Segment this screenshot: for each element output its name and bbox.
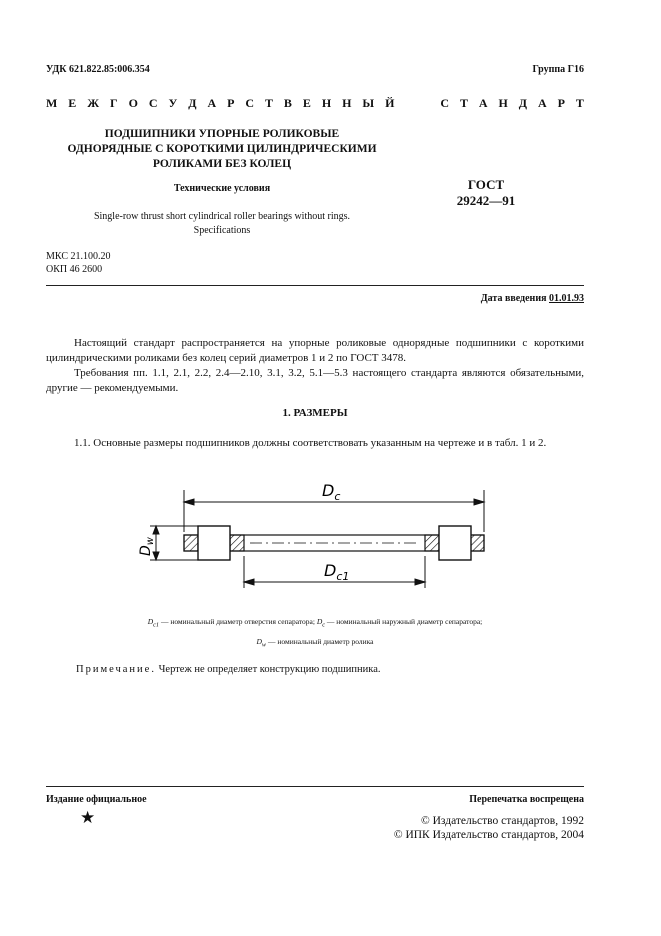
- reprint-prohibited: Перепечатка воспрещена: [469, 794, 584, 805]
- paragraph-requirements: Требования пп. 1.1, 2.1, 2.2, 2.4—2.10, 3.1, 3.2, 5.1—5.3 настоящего стандарта являются обязательными, другие — рекомендуемыми.: [46, 367, 584, 394]
- heading-letter: Р: [227, 96, 235, 110]
- heading-letter: В: [283, 96, 292, 110]
- heading-letter: Н: [498, 96, 508, 110]
- copyright: [394, 814, 584, 842]
- paragraph-1-1: 1.1. Основные размеры подшипников должны соответствовать указанным на чертеже и в табл. 1 и 2.: [74, 437, 547, 449]
- heading-letter: А: [207, 96, 217, 110]
- title-line-3: РОЛИКАМИ БЕЗ КОЛЕЦ: [152, 158, 292, 170]
- heading-letter: Ж: [87, 96, 100, 110]
- official-edition: Издание официальное: [46, 794, 147, 805]
- heading-letter: Й: [385, 96, 395, 110]
- heading-letter: Г: [110, 96, 118, 110]
- heading-letter: Д: [518, 96, 528, 110]
- legend-line-1: $D_{c1}$ — номинальный диаметр отверстия сепаратора; $D_c$ — номинальный наружный диаметр сепаратора;: [147, 617, 483, 629]
- mks-code: МКС 21.100.20: [46, 251, 111, 262]
- legend-line-2: $D_w$ — номинальный диаметр ролика: [256, 636, 374, 648]
- date-value: 01.01.93: [549, 293, 584, 304]
- gost-number: 29242—91: [456, 193, 516, 208]
- document-title: [46, 127, 398, 172]
- title-line-1: ПОДШИПНИКИ УПОРНЫЕ РОЛИКОВЫЕ: [104, 128, 340, 140]
- paragraph-scope: Настоящий стандарт распространяется на упорные роликовые однорядные подшипники с короткими цилиндрическими роликами без колец серий диаметров 1 и 2 по ГОСТ 3478.: [46, 337, 584, 364]
- copyright-2004: © ИПК Издательство стандартов, 2004: [393, 829, 584, 841]
- gost-designation: [420, 177, 552, 209]
- dc1-label: $D_{c1}$: [324, 561, 350, 583]
- dimensions-paragraph: [46, 436, 584, 451]
- heading-letter: С: [245, 96, 255, 110]
- group-code: Группа Г16: [532, 64, 584, 75]
- english-title-line-1: Single-row thrust short cylindrical roller bearings without rings.: [93, 211, 351, 222]
- date-label: Дата введения: [480, 293, 547, 304]
- document-subtitle: Технические условия: [173, 183, 271, 194]
- intro-paragraphs: [46, 336, 584, 396]
- heading-letter: Е: [68, 96, 77, 110]
- heading-letter: Р: [557, 96, 565, 110]
- heading-letter: Н: [342, 96, 352, 110]
- interstate-standard-heading: [46, 96, 584, 111]
- bearing-drawing: [130, 476, 510, 596]
- heading-letter: Д: [188, 96, 197, 110]
- heading-letter: Н: [321, 96, 332, 110]
- english-title: [46, 210, 398, 238]
- heading-letter: О: [128, 96, 138, 110]
- divider-bottom: [46, 786, 584, 787]
- okp-code: ОКП 46 2600: [46, 264, 103, 275]
- drawing-legend: [80, 614, 550, 653]
- dw-label: $D_w$: [138, 537, 156, 556]
- dc-label: $D_c$: [322, 481, 341, 503]
- star-icon: ★: [80, 808, 96, 827]
- heading-letter: Т: [575, 96, 584, 110]
- heading-letter: Т: [459, 96, 468, 110]
- divider-top: [46, 285, 584, 286]
- drawing-note: [76, 664, 381, 675]
- copyright-1992: © Издательство стандартов, 1992: [420, 815, 584, 827]
- title-line-2: ОДНОРЯДНЫЕ С КОРОТКИМИ ЦИЛИНДРИЧЕСКИМИ: [67, 143, 377, 155]
- gost-label: ГОСТ: [467, 177, 505, 192]
- english-title-line-2: Specifications: [193, 225, 251, 236]
- heading-letter: Т: [264, 96, 273, 110]
- note-label: Примечание.: [76, 664, 156, 675]
- introduction-date: [481, 293, 584, 304]
- heading-letter: С: [148, 96, 158, 110]
- section-heading-dimensions: 1. РАЗМЕРЫ: [282, 407, 348, 419]
- heading-letter: А: [478, 96, 488, 110]
- heading-letter: Ы: [362, 96, 375, 110]
- heading-gap: [405, 96, 429, 111]
- heading-letter: Е: [302, 96, 311, 110]
- heading-letter: У: [168, 96, 178, 110]
- heading-letter: С: [440, 96, 449, 110]
- note-text: Чертеж не определяет конструкцию подшипника.: [155, 664, 381, 675]
- udk-code: УДК 621.822.85:006.354: [46, 64, 150, 75]
- heading-letter: А: [537, 96, 547, 110]
- classification-codes: [46, 250, 110, 276]
- heading-letter: М: [46, 96, 58, 110]
